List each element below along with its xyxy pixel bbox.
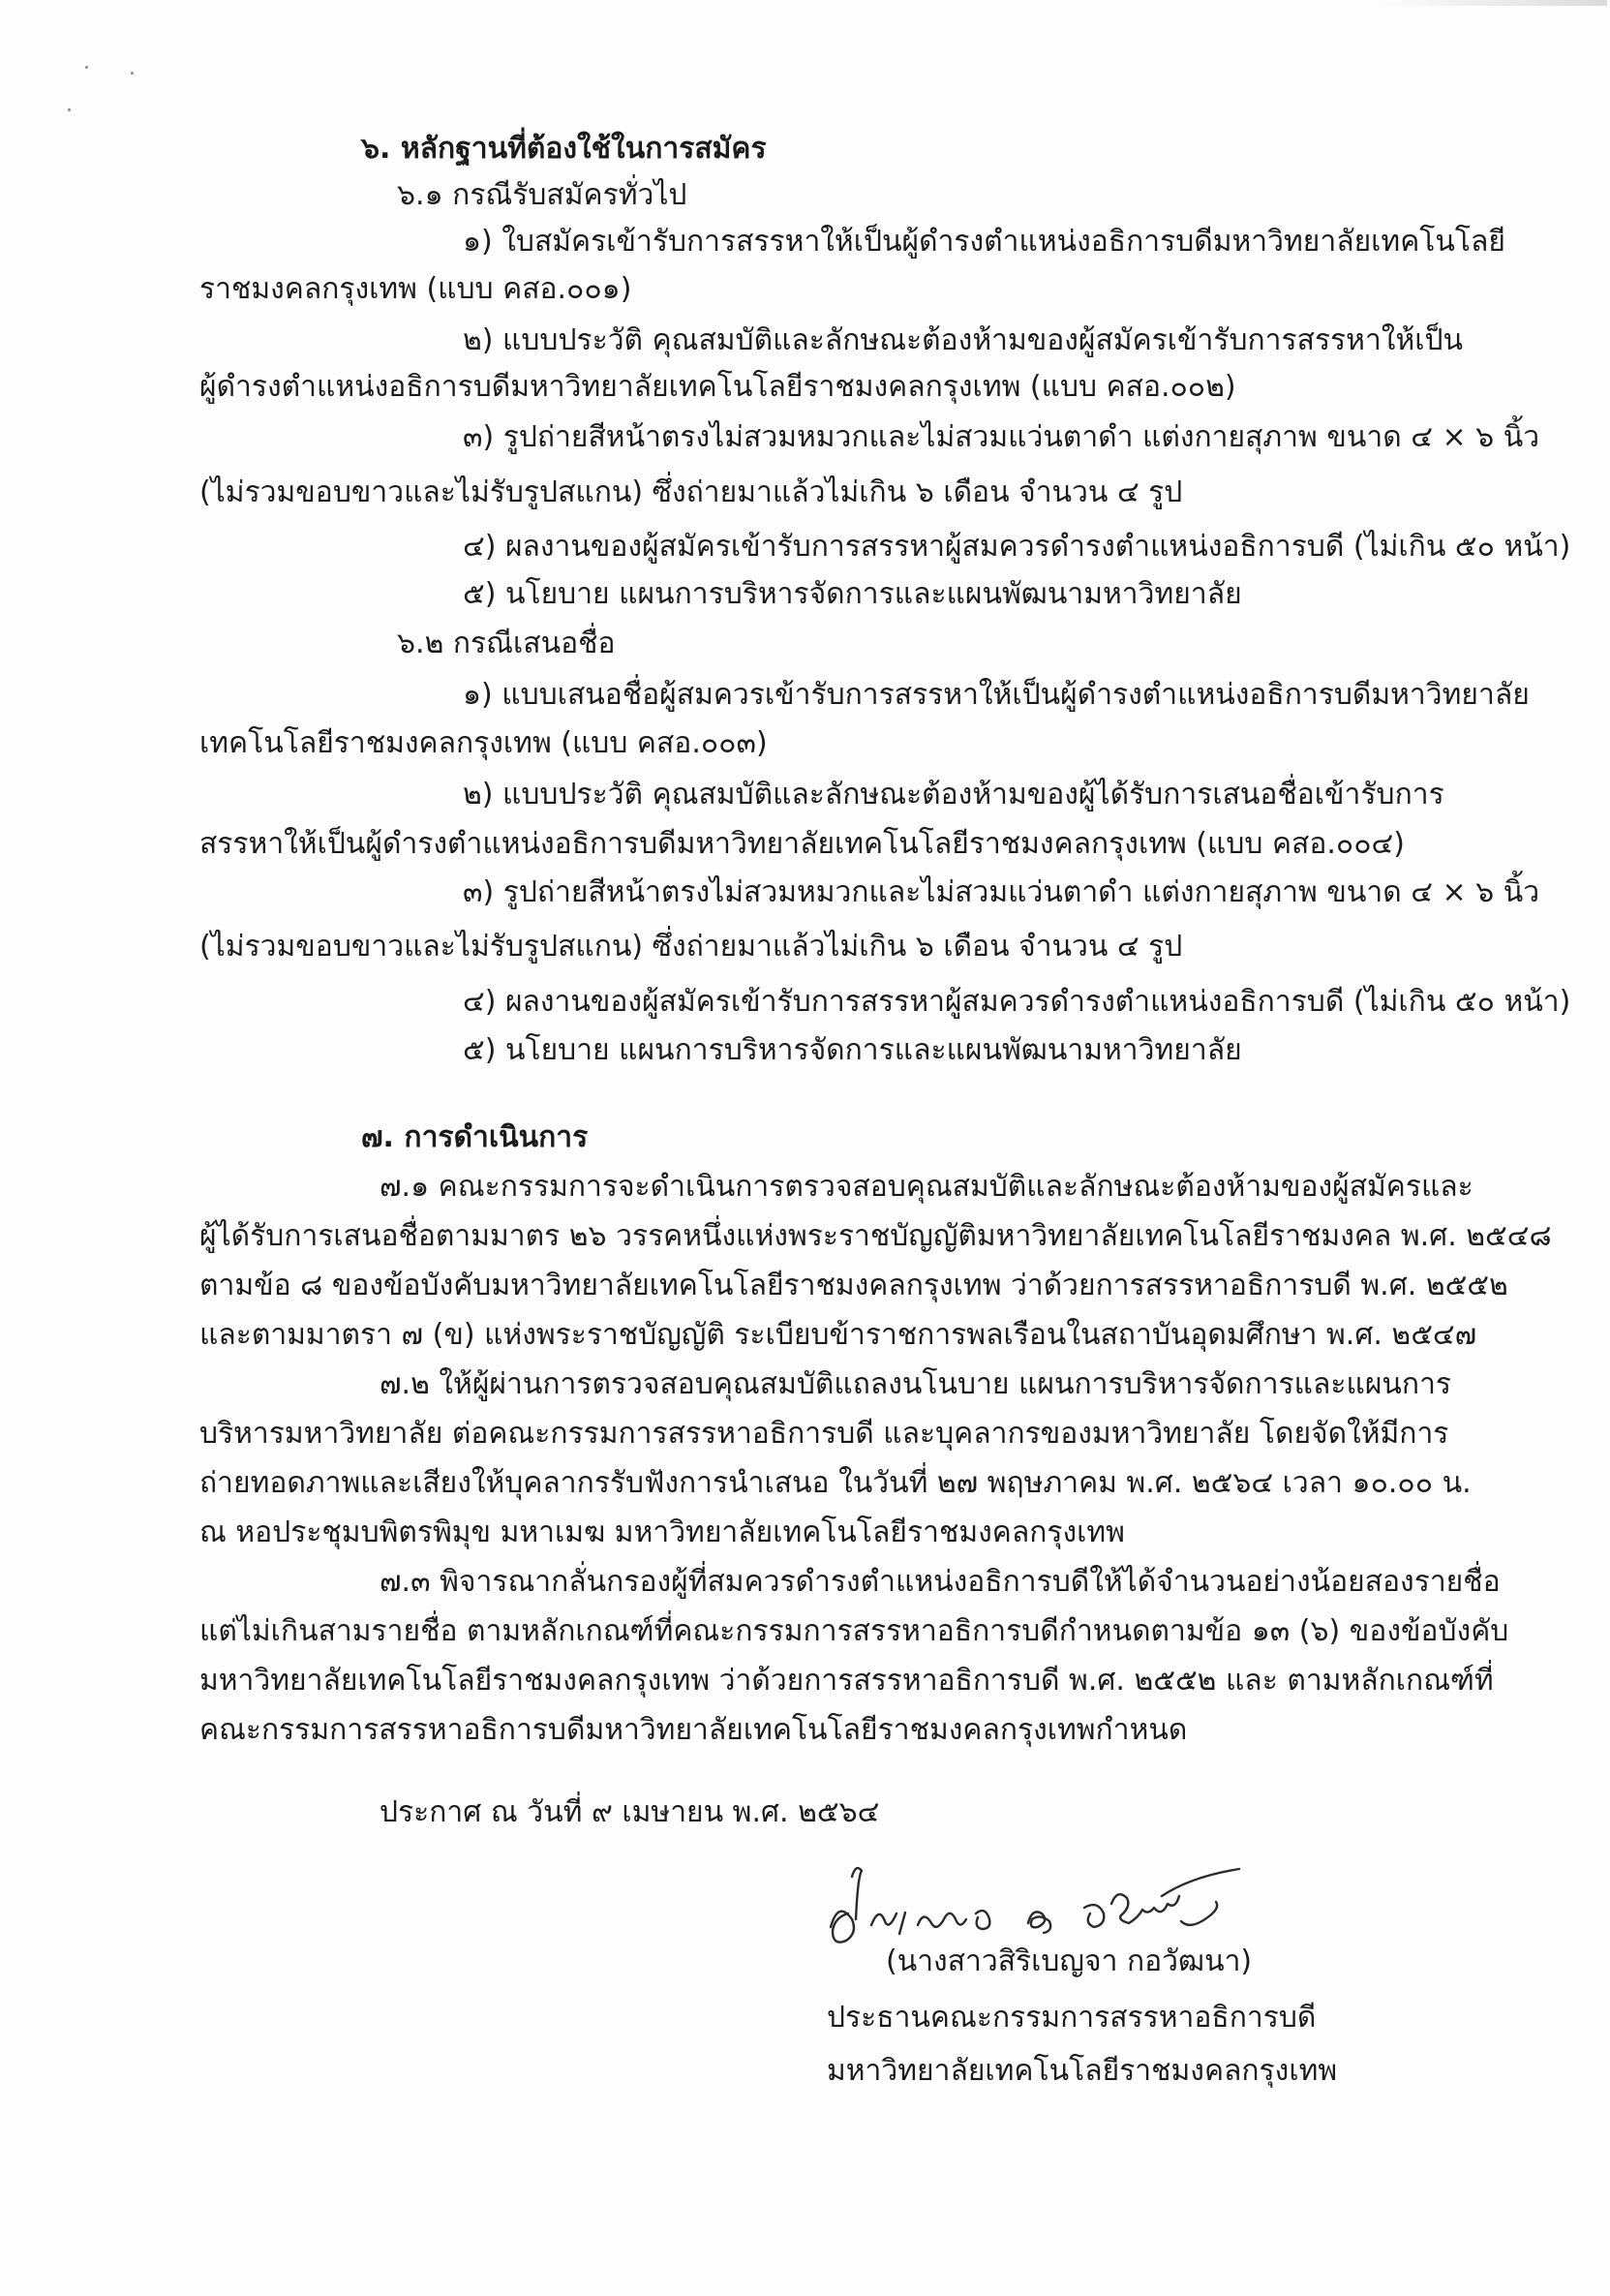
scan-smudge: [1375, 0, 1607, 6]
s61-line-3: ๒) แบบประวัติ คุณสมบัติและลักษณะต้องห้ามของผู้สมัครเข้ารับการสรรหาให้เป็น: [463, 323, 1464, 357]
s73-line-4: คณะกรรมการสรรหาอธิการบดีมหาวิทยาลัยเทคโนโลยีราชมงคลกรุงเทพกำหนด: [199, 1713, 1188, 1747]
s71-line-2: ผู้ได้รับการเสนอชื่อตามมาตร ๒๖ วรรคหนึ่งแห่งพระราชบัญญัติมหาวิทยาลัยเทคโนโลยีราชมงคล พ.ศ. ๒๕๔๘: [199, 1219, 1552, 1253]
section-6-heading: ๖. หลักฐานที่ต้องใช้ในการสมัคร: [361, 132, 767, 166]
s72-line-3: ถ่ายทอดภาพและเสียงให้บุคลากรรับฟังการนำเสนอ ในวันที่ ๒๗ พฤษภาคม พ.ศ. ๒๕๖๔ เวลา ๑๐.๐๐ น.: [199, 1466, 1472, 1500]
s62-line-4: สรรหาให้เป็นผู้ดำรงตำแหน่งอธิการบดีมหาวิทยาลัยเทคโนโลยีราชมงคลกรุงเทพ (แบบ คสอ.๐๐๔): [199, 827, 1405, 861]
s62-line-5: ๓) รูปถ่ายสีหน้าตรงไม่สวมหมวกและไม่สวมแว่นตาดำ แต่งกายสุภาพ ขนาด ๔ × ๖ นิ้ว: [463, 875, 1540, 909]
scan-speck: [85, 66, 88, 69]
scan-speck: [131, 72, 134, 75]
s62-line-1: ๑) แบบเสนอชื่อผู้สมควรเข้ารับการสรรหาให้เป็นผู้ดำรงตำแหน่งอธิการบดีมหาวิทยาลัย: [463, 678, 1530, 712]
s71-line-4: และตามมาตรา ๗ (ข) แห่งพระราชบัญญัติ ระเบียบข้าราชการพลเรือนในสถาบันอุดมศึกษา พ.ศ. ๒๕๔๗: [199, 1318, 1477, 1352]
s62-line-8: ๕) นโยบาย แผนการบริหารจัดการและแผนพัฒนามหาวิทยาลัย: [463, 1033, 1242, 1067]
announcement-date: ประกาศ ณ วันที่ ๙ เมษายน พ.ศ. ๒๕๖๔: [380, 1795, 880, 1829]
s61-line-2: ราชมงคลกรุงเทพ (แบบ คสอ.๐๐๑): [199, 272, 632, 306]
s62-line-2: เทคโนโลยีราชมงคลกรุงเทพ (แบบ คสอ.๐๐๓): [199, 726, 768, 760]
s61-line-7: ๔) ผลงานของผู้สมัครเข้ารับการสรรหาผู้สมควรดำรงตำแหน่งอธิการบดี (ไม่เกิน ๕๐ หน้า): [463, 530, 1571, 564]
s62-line-6: (ไม่รวมขอบขาวและไม่รับรูปสแกน) ซึ่งถ่ายมาแล้วไม่เกิน ๖ เดือน จำนวน ๔ รูป: [199, 930, 1183, 964]
s71-line-3: ตามข้อ ๘ ของข้อบังคับมหาวิทยาลัยเทคโนโลยีราชมงคลกรุงเทพ ว่าด้วยการสรรหาอธิการบดี พ.ศ. ๒๕๕๒: [199, 1269, 1508, 1302]
subsection-6-2-heading: ๖.๒ กรณีเสนอชื่อ: [397, 627, 616, 660]
s62-line-3: ๒) แบบประวัติ คุณสมบัติและลักษณะต้องห้ามของผู้ได้รับการเสนอชื่อเข้ารับการ: [463, 778, 1444, 811]
s61-line-8: ๕) นโยบาย แผนการบริหารจัดการและแผนพัฒนามหาวิทยาลัย: [463, 577, 1242, 611]
subsection-6-1-heading: ๖.๑ กรณีรับสมัครทั่วไป: [397, 178, 687, 212]
s73-line-3: มหาวิทยาลัยเทคโนโลยีราชมงคลกรุงเทพ ว่าด้วยการสรรหาอธิการบดี พ.ศ. ๒๕๕๒ และ ตามหลักเกณฑ์ที่: [199, 1664, 1494, 1698]
s72-line-4: ณ หอประชุมบพิตรพิมุข มหาเมฆ มหาวิทยาลัยเทคโนโลยีราชมงคลกรุงเทพ: [199, 1515, 1125, 1549]
section-7-heading: ๗. การดำเนินการ: [361, 1120, 589, 1154]
scan-speck: [68, 108, 71, 111]
s61-line-5: ๓) รูปถ่ายสีหน้าตรงไม่สวมหมวกและไม่สวมแว่นตาดำ แต่งกายสุภาพ ขนาด ๔ × ๖ นิ้ว: [463, 420, 1540, 454]
s72-line-1: ๗.๒ ให้ผู้ผ่านการตรวจสอบคุณสมบัติแถลงนโนบาย แผนการบริหารจัดการและแผนการ: [380, 1367, 1452, 1401]
s72-line-2: บริหารมหาวิทยาลัย ต่อคณะกรรมการสรรหาอธิการบดี และบุคลากรของมหาวิทยาลัย โดยจัดให้มีการ: [199, 1417, 1449, 1451]
s62-line-7: ๔) ผลงานของผู้สมัครเข้ารับการสรรหาผู้สมควรดำรงตำแหน่งอธิการบดี (ไม่เกิน ๕๐ หน้า): [463, 985, 1571, 1019]
s73-line-2: แต่ไม่เกินสามรายชื่อ ตามหลักเกณฑ์ที่คณะกรรมการสรรหาอธิการบดีกำหนดตามข้อ ๑๓ (๖) ของข้อบังคับ: [199, 1614, 1509, 1648]
s73-line-1: ๗.๓ พิจารณากลั่นกรองผู้ที่สมควรดำรงตำแหน่งอธิการบดีให้ได้จำนวนอย่างน้อยสองรายชื่อ: [380, 1565, 1501, 1599]
signer-title-line-2: มหาวิทยาลัยเทคโนโลยีราชมงคลกรุงเทพ: [827, 2054, 1338, 2088]
s61-line-6: (ไม่รวมขอบขาวและไม่รับรูปสแกน) ซึ่งถ่ายมาแล้วไม่เกิน ๖ เดือน จำนวน ๔ รูป: [199, 475, 1183, 509]
s71-line-1: ๗.๑ คณะกรรมการจะดำเนินการตรวจสอบคุณสมบัติและลักษณะต้องห้ามของผู้สมัครและ: [380, 1170, 1473, 1204]
signer-name: (นางสาวสิริเบญจา กอวัฒนา): [886, 1944, 1253, 1978]
signer-title-line-1: ประธานคณะกรรมการสรรหาอธิการบดี: [827, 2001, 1317, 2035]
s61-line-4: ผู้ดำรงตำแหน่งอธิการบดีมหาวิทยาลัยเทคโนโลยีราชมงคลกรุงเทพ (แบบ คสอ.๐๐๒): [199, 370, 1236, 404]
s61-line-1: ๑) ใบสมัครเข้ารับการสรรหาให้เป็นผู้ดำรงตำแหน่งอธิการบดีมหาวิทยาลัยเทคโนโลยี: [463, 225, 1505, 259]
